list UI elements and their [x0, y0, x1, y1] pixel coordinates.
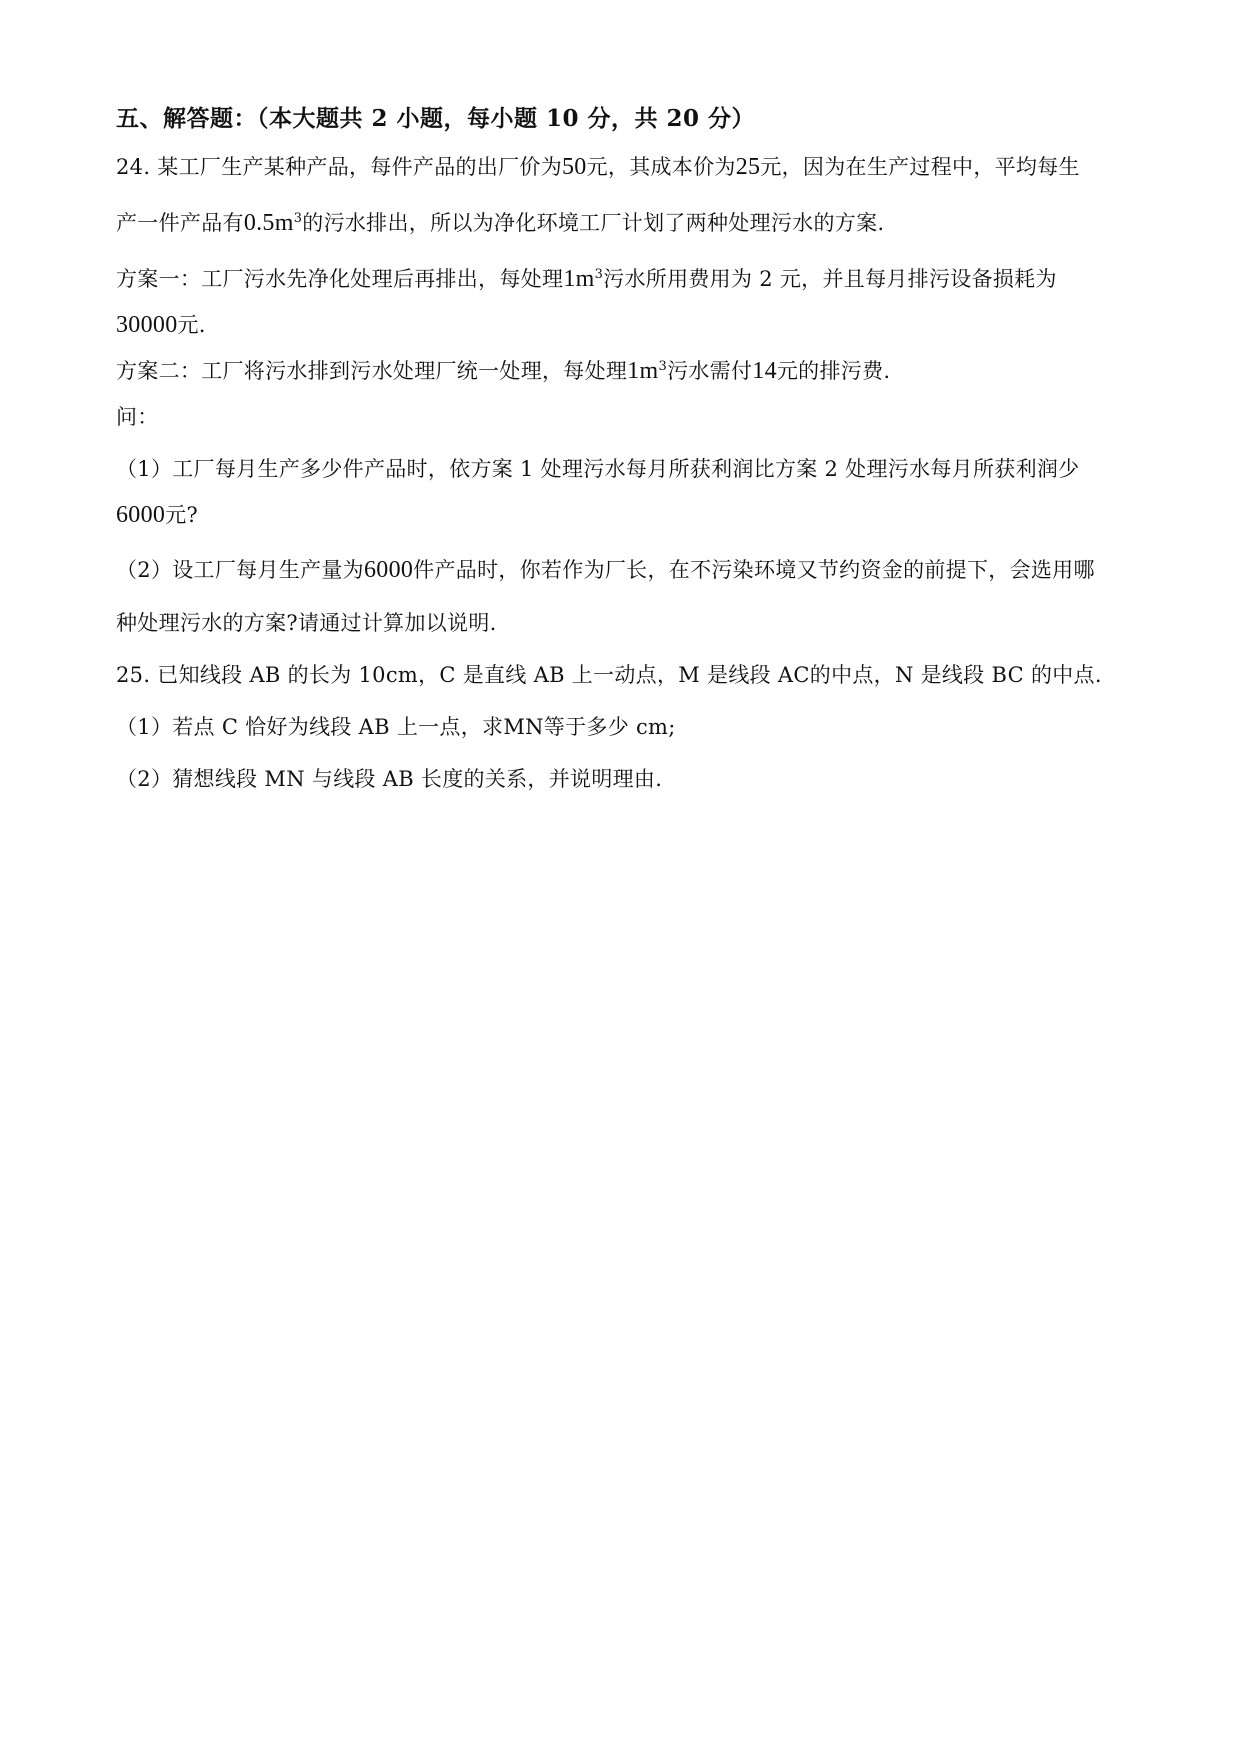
q25-part-1: （1）若点 C 恰好为线段 AB 上一点，求MN等于多少 cm; [116, 715, 676, 739]
plan2-unit-exp: 3 [658, 359, 668, 374]
q24-price: 50 [562, 154, 587, 180]
plan1-amount: 30000 [116, 312, 178, 338]
q24-part-1: （1）工厂每月生产多少件产品时，依方案 1 处理污水每月所获利润比方案 2 处理污水每月所获利润少 [116, 457, 1080, 481]
q24-volume: 0.5m [243, 210, 294, 236]
plan1-cont-b: 元. [177, 313, 206, 337]
q24-part-2-cont: 种处理污水的方案?请通过计算加以说明. [116, 611, 497, 635]
plan2-a: 方案二：工厂将污水排到污水处理厂统一处理，每处理 [116, 359, 628, 383]
q24-volume-exp: 3 [293, 211, 303, 226]
q24-text-b: 元，其成本价为 [586, 155, 736, 179]
part1-amount: 6000 [116, 502, 166, 528]
q24-plan-2 [116, 356, 1140, 386]
q24-line2-a: 产一件产品有 [116, 211, 244, 235]
q24-text-a: 某工厂生产某种产品，每件产品的出厂价为 [157, 155, 562, 179]
plan1-a: 方案一：工厂污水先净化处理后再排出，每处理 [116, 267, 564, 291]
q24-line2-b: 的污水排出，所以为净化环境工厂计划了两种处理污水的方案. [302, 211, 885, 235]
q24-plan-1-cont [116, 310, 1140, 340]
q24-part-1-cont [116, 500, 1140, 530]
q25-stem: 25. 已知线段 AB 的长为 10cm，C 是直线 AB 上一动点，M 是线段 AC的中点，N 是线段 BC 的中点. [116, 663, 1102, 687]
plan1-unit: 1m [563, 266, 595, 292]
q24-text-c: 元，因为在生产过程中，平均每生 [760, 155, 1080, 179]
q24-cost: 25 [735, 154, 761, 180]
plan2-fee: 14 [752, 358, 777, 384]
q25-part-2: （2）猜想线段 MN 与线段 AB 长度的关系，并说明理由. [116, 767, 663, 791]
section-heading: 五、解答题：（本大题共 2 小题，每小题 10 分，共 20 分） [116, 105, 756, 132]
q24-line-2 [116, 208, 1140, 238]
q24-number: 24. [116, 155, 151, 179]
part2-b: 件产品时，你若作为厂长，在不污染环境又节约资金的前提下，会选用哪 [413, 558, 1095, 582]
part1-tail: 元? [165, 503, 199, 527]
part2-a: （2）设工厂每月生产量为 [116, 558, 364, 582]
part2-qty: 6000 [363, 557, 414, 583]
plan2-c: 元的排污费. [776, 359, 891, 383]
q24-plan-1 [116, 264, 1140, 294]
q24-line-1 [116, 152, 1140, 182]
plan2-unit: 1m [627, 358, 659, 384]
plan1-unit-exp: 3 [594, 267, 604, 282]
q24-part-2 [116, 555, 1140, 585]
q24-ask: 问： [116, 405, 159, 429]
plan1-b: 污水所用费用为 2 元，并且每月排污设备损耗为 [603, 267, 1057, 291]
plan2-b: 污水需付 [667, 359, 753, 383]
